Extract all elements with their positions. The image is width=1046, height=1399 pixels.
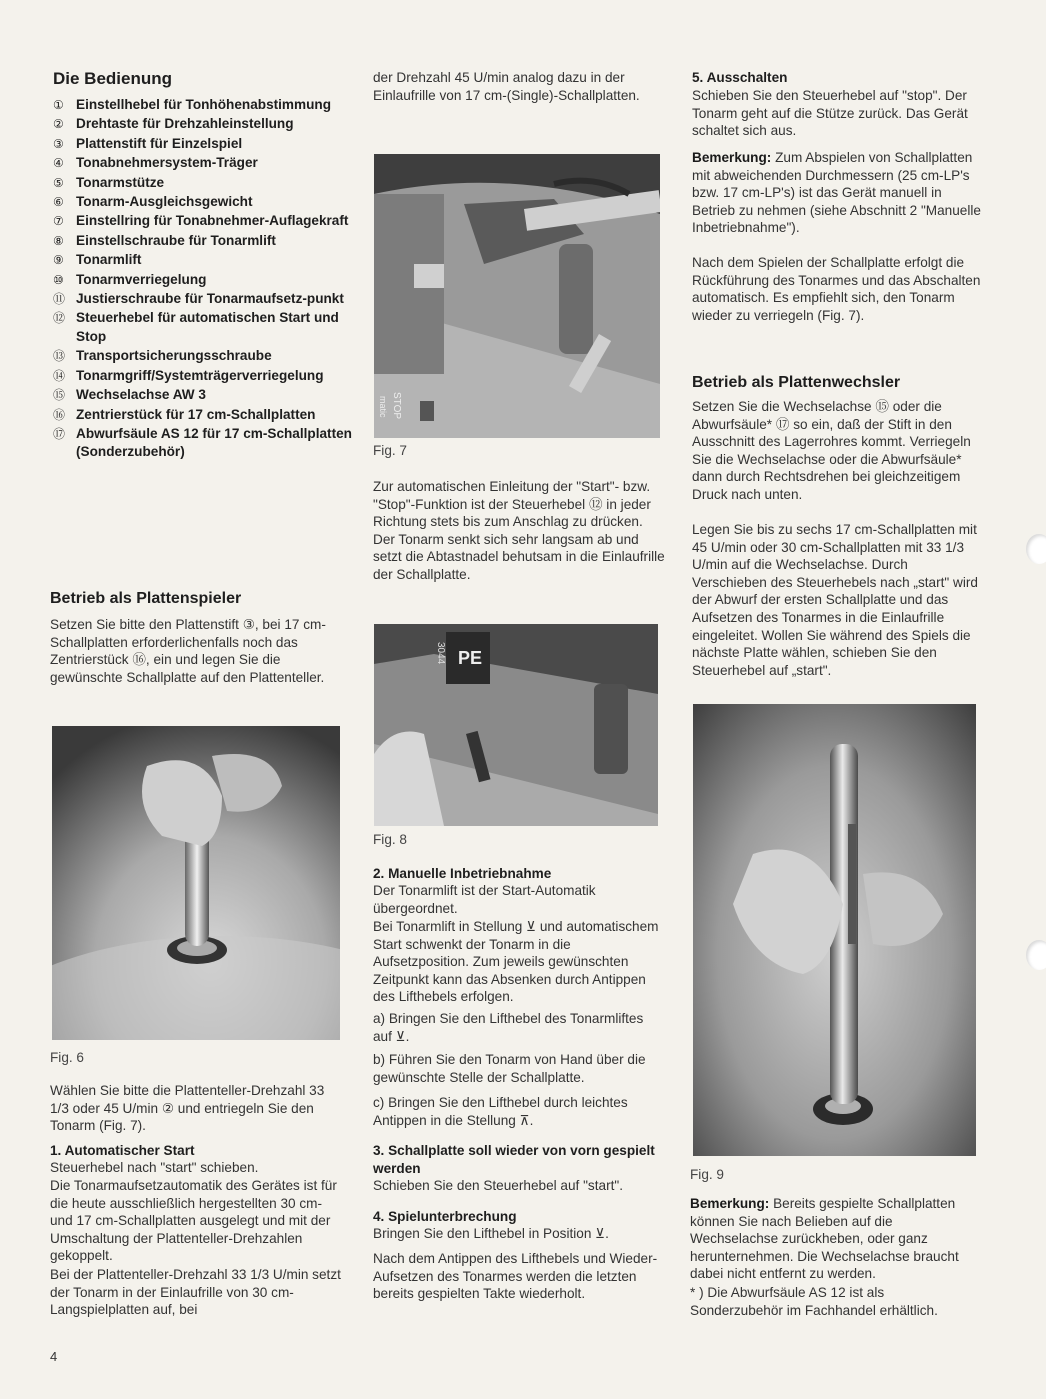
control-item [53,174,363,192]
fig8-caption: Fig. 8 [373,832,407,847]
middle-top-text: der Drehzahl 45 U/min analog dazu in der Einlaufrille von 17 cm-(Single)-Schallplatten. [373,70,640,103]
control-item [53,232,363,250]
fig8-photo [374,624,658,826]
control-number: ③ [53,136,64,151]
heading-die-bedienung: Die Bedienung [53,69,173,88]
section1-body: Die Tonarmaufsetzautomatik des Gerätes ist für die heute ausschließlich hergestellten 30 cm- und 17 cm-Schallplatten ausgelegt und mit der Umschaltung der Plattenteller-Drehzahlen gekoppelt. [50,1178,337,1264]
section1-title: 1. Automatischer Start [50,1143,195,1158]
fig6-illustration [52,726,340,1040]
control-item [53,154,363,172]
section2-step-b: b) Führen Sie den Tonarm von Hand über die gewünschte Stelle der Schallplatte. [373,1052,646,1085]
section4-title: 4. Spielunterbrechung [373,1209,517,1224]
section2-body: Der Tonarmlift ist der Start-Automatik übergeordnet. [373,883,596,916]
page-number: 4 [50,1349,58,1364]
control-label: Tonarmgriff/Systemträgerverriegelung [76,367,324,383]
control-item [53,135,363,153]
fig6-photo [52,726,340,1040]
fig7-text: Zur automatischen Einleitung der "Start"- bzw. "Stop"-Funktion ist der Steuerhebel ⑫ in jeder Richtung stets bis zum Anschlag zu drücken. Der Tonarm senkt sich sehr langsam ab und setzt die Abtastnadel behutsam in die Einlaufrille der Schallplatte. [373,479,665,582]
control-number: ② [53,117,64,132]
fig7-matic-label: matic [378,396,388,418]
section5-body: Schieben Sie den Steuerhebel auf "stop". Der Tonarm geht auf die Stütze zurück. Das Gerät schaltet sich aus. [692,88,968,139]
control-label: Steuerhebel für automatischen Start und Stop [76,310,339,344]
section5-title: 5. Ausschalten [692,70,788,85]
footnote: * ) Die Abwurfsäule AS 12 ist als Sonderzubehör im Fachhandel erhältlich. [690,1285,938,1318]
section1-body2: Bei der Plattenteller-Drehzahl 33 1/3 U/min setzt der Tonarm in der Einlaufrille von 30 cm-Langspielplatten auf, bei [50,1267,341,1318]
control-number: ⑩ [53,272,64,287]
control-label: Tonarmlift [76,252,142,268]
control-item [53,290,363,308]
control-item [53,251,363,269]
control-item [53,193,363,211]
note1-text: Zum Abspielen von Schallplatten mit abweichenden Durchmessern (25 cm-LP's bzw. 17 cm-LP's) ist das Gerät manuell in Betrieb zu nehmen (siehe Abschnitt 2 "Manuelle Inbetriebnahme"). [692,150,981,236]
fig8-brand-label: PE [458,648,483,668]
control-number: ⑨ [53,253,64,268]
control-label: Transportsicherungsschraube [76,348,272,364]
control-label: Tonarmstütze [76,174,165,190]
control-label: Tonabnehmersystem-Träger [76,155,258,171]
after-fig6-text: Wählen Sie bitte die Plattenteller-Drehzahl 33 1/3 oder 45 U/min ② und entriegeln Sie den Tonarm (Fig. 7). [50,1083,325,1134]
fig7-stop-label: STOP [391,392,402,420]
control-label: Justierschraube für Tonarmaufsetz-punkt [76,291,344,307]
heading-plattenspieler: Betrieb als Plattenspieler [50,590,242,607]
control-number: ⑯ [53,407,66,422]
fig7-illustration [374,154,660,438]
control-item [53,367,363,385]
punch-hole-bottom [1026,940,1046,970]
section2-step-c: c) Bringen Sie den Lifthebel durch leichtes Antippen in die Stellung ⊼. [373,1095,628,1128]
punch-hole-top [1026,534,1046,564]
control-item [53,347,363,365]
control-number: ⑥ [53,195,64,210]
section1-line: Steuerhebel nach "start" schieben. [50,1160,259,1175]
changer-text2: Legen Sie bis zu sechs 17 cm-Schallplatten mit 45 U/min oder 30 cm-Schallplatten mit 33 1/3 U/min auf die Wechselachse. Durch Verschieben des Steuerhebels nach „start" wird der Abwurf der ersten Schallplatte und das Aufsetzen des Tonarmes in die Einlaufrille eingeleitet. Wollen Sie während des Spiels die nächste Platte wählen, schieben Sie den Steuerhebel auf „start". [692,522,978,678]
controls-list [53,96,363,463]
fig9-caption: Fig. 9 [690,1167,724,1182]
control-number: ⑪ [53,292,66,307]
note1 [692,149,982,237]
control-number: ⑭ [53,368,66,383]
fig9-photo [693,704,976,1156]
note2 [690,1195,980,1283]
note1b: Nach dem Spielen der Schallplatte erfolgt die Rückführung des Tonarmes und das Abschalten automatisch. Es empfiehlt sich, den Tonarm wieder zu verriegeln (Fig. 7). [692,255,981,323]
control-label: Zentrierstück für 17 cm-Schallplatten [76,406,316,422]
control-item [53,309,363,346]
control-number: ⑫ [53,311,66,326]
fig9-illustration [693,704,976,1156]
fig8-model-label: 3044 [435,642,446,665]
section4-body2: Nach dem Antippen des Lifthebels und Wieder-Aufsetzen des Tonarmes werden die letzten bereits gespielten Takte wiederholt. [373,1251,658,1302]
control-item [53,115,363,133]
section4-body: Bringen Sie den Lifthebel in Position ⊻. [373,1226,609,1241]
control-number: ⑦ [53,214,64,229]
heading-plattenwechsler: Betrieb als Plattenwechsler [692,374,901,391]
control-number: ⑤ [53,175,64,190]
control-item [53,425,363,462]
control-item [53,96,363,114]
control-label: Einstellhebel für Tonhöhenabstimmung [76,97,332,112]
note1-label: Bemerkung: [692,150,772,165]
fig8-illustration [374,624,658,826]
control-number: ⑧ [53,233,64,248]
control-number: ① [53,98,64,112]
control-label: Wechselachse AW 3 [76,387,206,403]
control-item [53,386,363,404]
note2-label: Bemerkung: [690,1196,770,1211]
control-label: Abwurfsäule AS 12 für 17 cm-Schallplatten (Sonderzubehör) [76,425,352,460]
section3-body: Schieben Sie den Steuerhebel auf "start". [373,1178,623,1193]
control-item [53,212,363,230]
control-label: Einstellschraube für Tonarmlift [76,232,276,248]
section2-body2: Bei Tonarmlift in Stellung ⊻ und automatischem Start schwenkt der Tonarm in die Aufsetzposition. Zum jeweils gewünschten Zeitpunkt kann das Absenken durch Antippen des Lifthebels erfolgen. [373,919,659,1005]
control-label: Plattenstift für Einzelspiel [76,135,243,151]
section2-step-a: a) Bringen Sie den Lifthebel des Tonarmliftes auf ⊻. [373,1011,644,1044]
note2-text: Bereits gespielte Schallplatten können Sie nach Belieben auf die Wechselachse zurückheben, oder ganz herunternehmen. Die Wechselachse braucht dabei nicht entfernt zu werden. [690,1196,959,1282]
changer-text: Setzen Sie die Wechselachse ⑮ oder die Abwurfsäule* ⑰ so ein, daß der Stift in den Ausschnitt des Lagerrohres kommt. Verriegeln Sie die Wechselachse oder die Abwurfsäule* dann durch Rechtsdrehen bei gleichzeitigem Druck nach unten. [692,399,971,502]
control-item [53,271,363,289]
section2-title: 2. Manuelle Inbetriebnahme [373,866,552,881]
section3-title: 3. Schallplatte soll wieder von vorn gespielt werden [373,1143,655,1176]
control-number: ⑰ [53,426,66,441]
intro-text: Setzen Sie bitte den Plattenstift ③, bei 17 cm-Schallplatten erforderlichenfalls noch das Zentrierstück ⑯, ein und legen Sie die gewünschte Schallplatte auf den Plattenteller. [50,617,326,685]
fig7-caption: Fig. 7 [373,443,407,458]
control-label: Drehtaste für Drehzahleinstellung [76,116,294,132]
control-item [53,406,363,424]
control-number: ⑬ [53,349,66,364]
fig6-caption: Fig. 6 [50,1050,84,1065]
control-number: ⑮ [53,388,66,403]
fig7-photo [374,154,660,438]
control-label: Tonarmverriegelung [76,271,207,287]
control-label: Einstellring für Tonabnehmer-Auflagekraft [76,213,349,229]
control-label: Tonarm-Ausgleichsgewicht [76,194,253,210]
control-number: ④ [53,156,64,171]
